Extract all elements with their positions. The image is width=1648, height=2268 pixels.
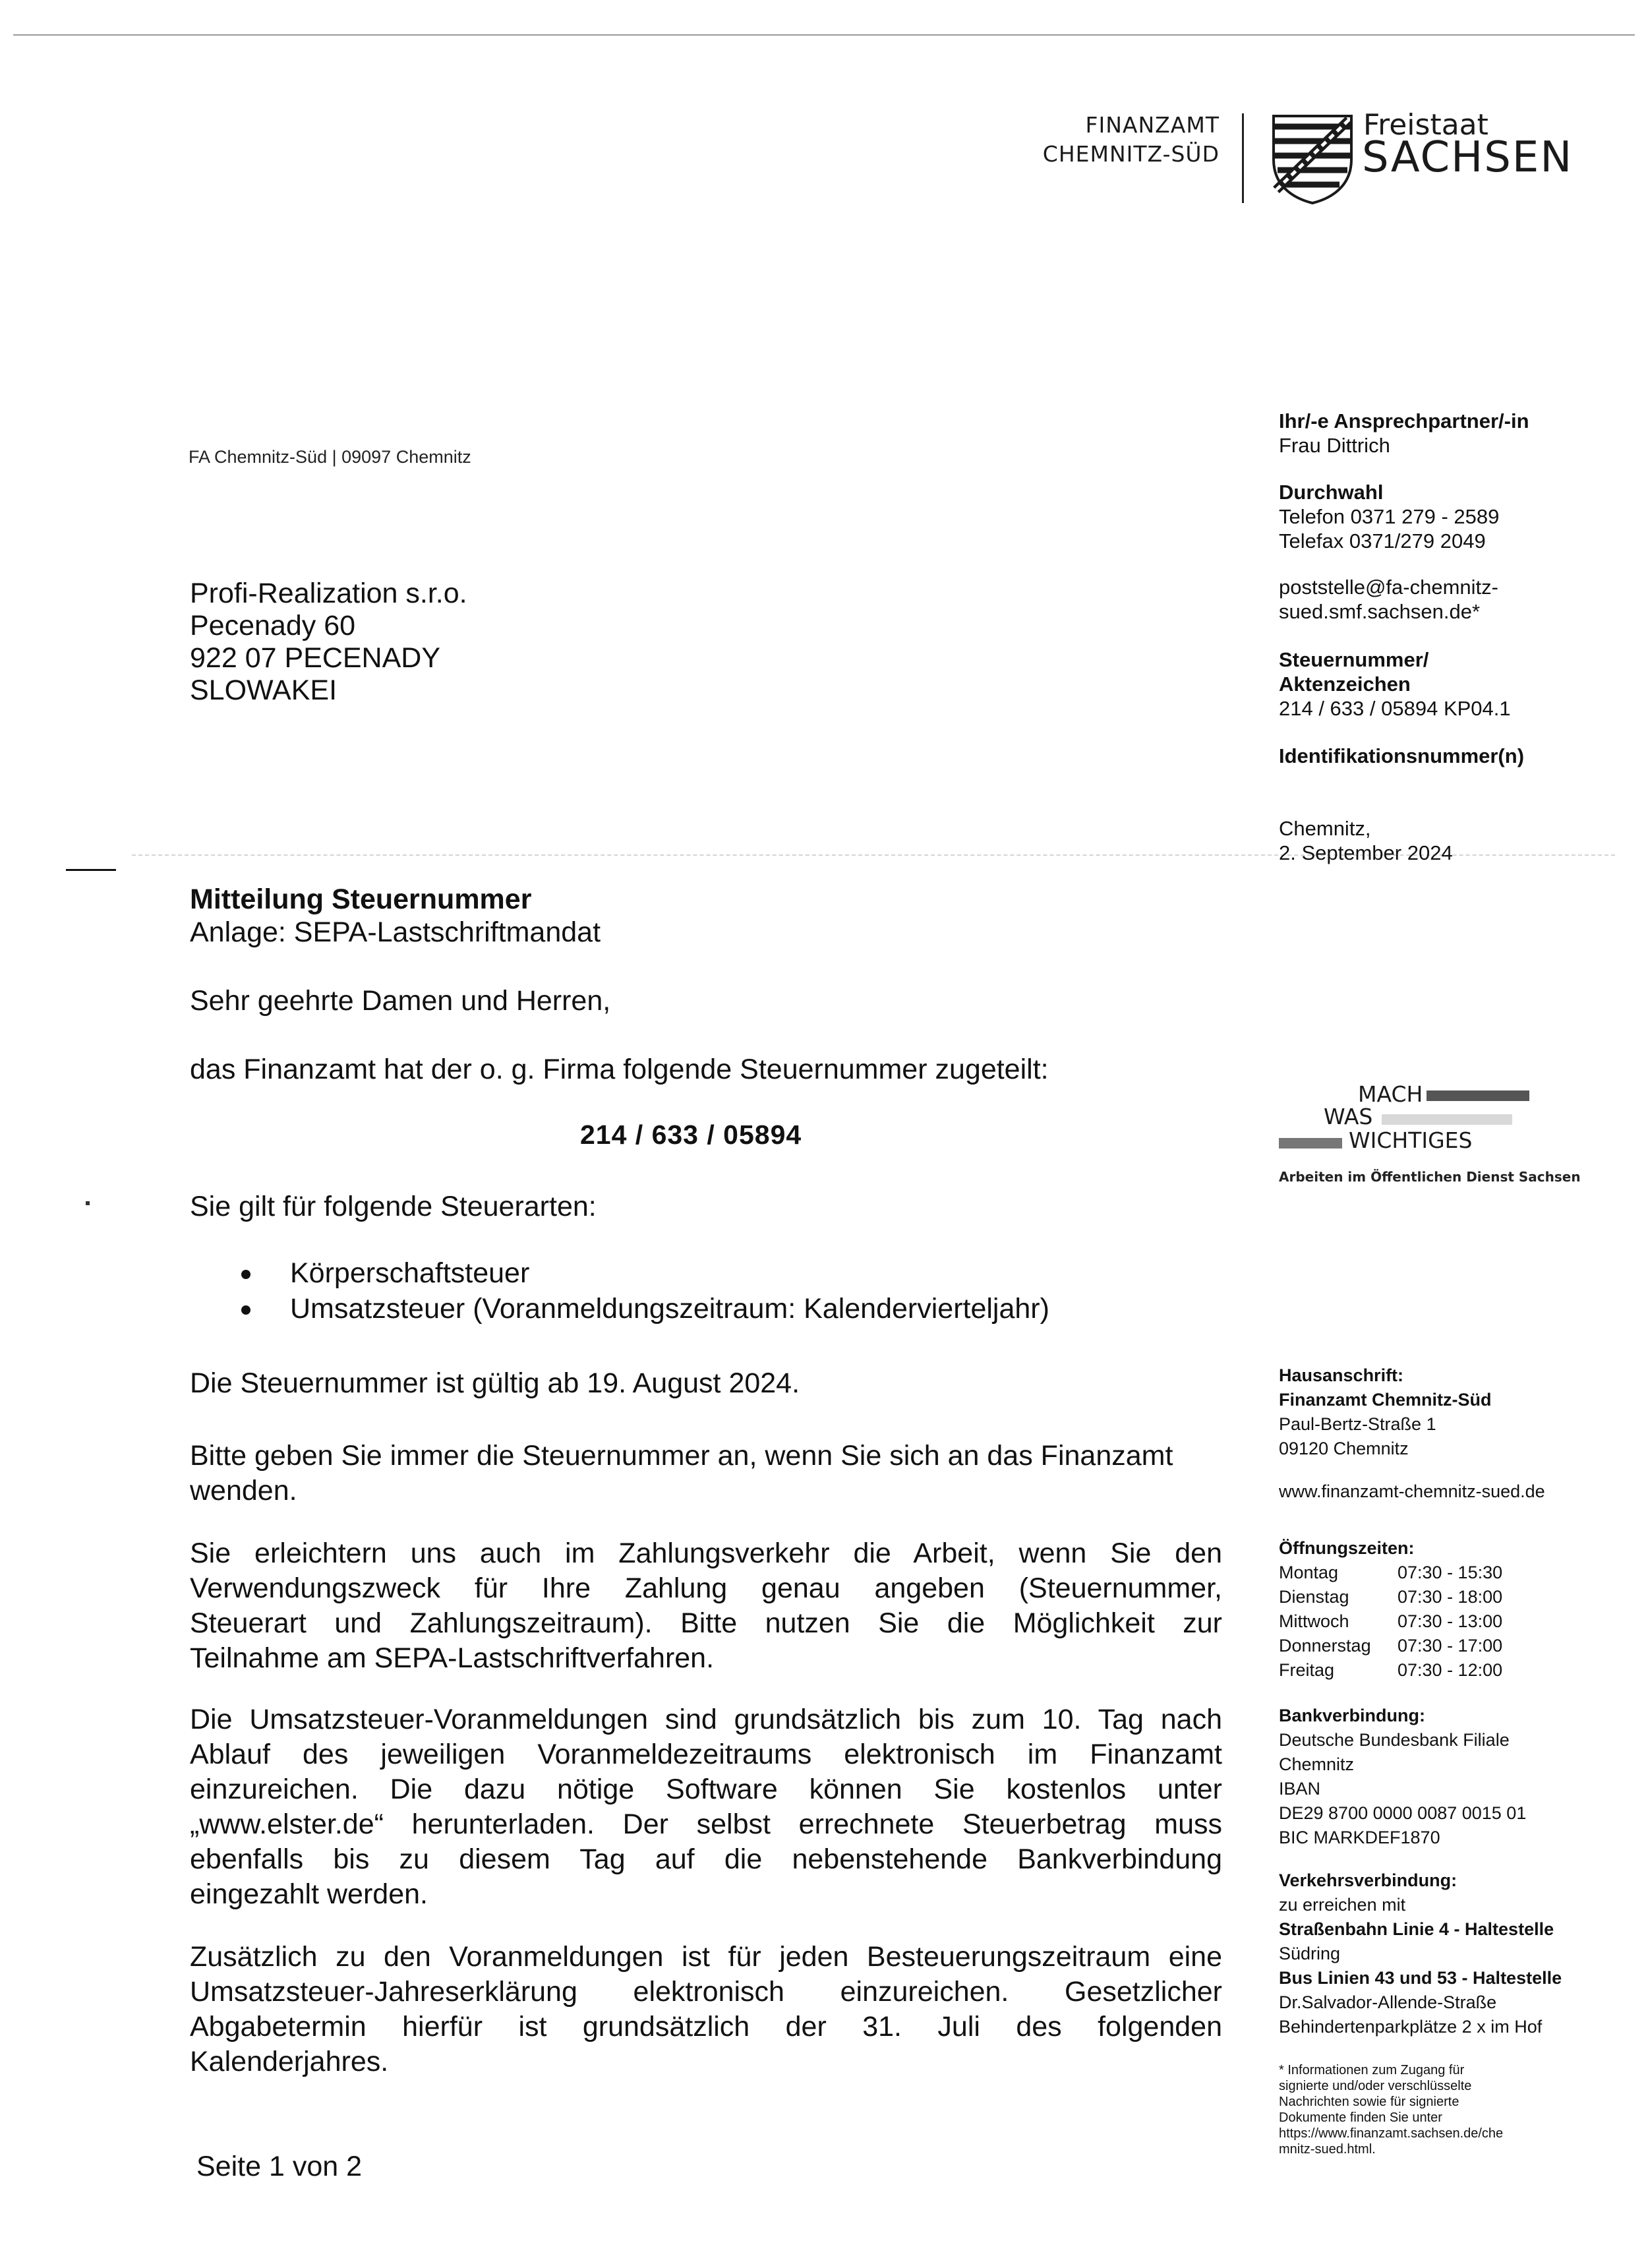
recipient-city: 922 07 PECENADY (190, 642, 441, 674)
office-website-text: www.finanzamt-chemnitz-sued.de (1279, 1481, 1545, 1501)
office-address-label: Hausanschrift: (1279, 1365, 1404, 1385)
tax-reference-label-2: Aktenzeichen (1279, 672, 1411, 696)
opening-hours-row (1279, 1634, 1569, 1658)
transport-line: zu erreichen mit (1279, 1895, 1406, 1915)
paragraph-line: Die Steuernummer ist gültig ab 19. August 2024. (190, 1367, 800, 1399)
assigned-tax-number: 214 / 633 / 05894 (580, 1119, 802, 1150)
redaction-bar (1427, 1090, 1529, 1101)
paragraph-line: Die Umsatzsteuer-Voranmeldungen sind grundsätzlich bis zum 10. Tag nach (190, 1704, 1222, 1735)
list-item: Körperschaftsteuer (237, 1255, 1049, 1291)
hours-time: 07:30 - 18:00 (1398, 1587, 1503, 1607)
footnote-line: mnitz-sued.html. (1279, 2142, 1376, 2157)
transport-line: Südring (1279, 1944, 1341, 1963)
campaign-word-2: WAS (1324, 1104, 1373, 1129)
email-line-2: sued.smf.sachsen.de* (1279, 600, 1481, 623)
letter-subject: Mitteilung Steuernummer (190, 883, 532, 915)
paragraph-line: Steuerart und Zahlungszeitraum). Bitte nutzen Sie die Möglichkeit zur (190, 1607, 1222, 1639)
bank-details-block (1279, 1704, 1526, 1850)
saxony-coat-of-arms-icon (1271, 113, 1354, 204)
vat-return-paragraph (190, 1702, 1222, 1912)
list-item: Umsatzsteuer (Voranmeldungszeitraum: Kalendervierteljahr) (237, 1291, 1049, 1327)
letter-enclosure: Anlage: SEPA-Lastschriftmandat (190, 916, 601, 948)
transport-line: Behindertenparkplätze 2 x im Hof (1279, 2017, 1543, 2037)
hours-time: 07:30 - 12:00 (1398, 1660, 1503, 1680)
weekday: Montag (1279, 1563, 1339, 1582)
tax-reference-block (1279, 647, 1511, 721)
paragraph-line: Sie erleichtern uns auch im Zahlungsverkehr die Arbeit, wenn Sie den (190, 1537, 1222, 1569)
contact-person: Frau Dittrich (1279, 434, 1390, 457)
letter-place: Chemnitz, (1279, 817, 1371, 840)
direct-dial-label: Durchwahl (1279, 481, 1384, 504)
paragraph-line: Teilnahme am SEPA-Lastschriftverfahren. (190, 1642, 715, 1674)
intro-sentence: das Finanzamt hat der o. g. Firma folgende Steuernummer zugeteilt: (190, 1054, 1049, 1085)
header-divider (1242, 113, 1244, 203)
bank-name-line-1: Deutsche Bundesbank Filiale (1279, 1730, 1510, 1750)
phone-number: Telefon 0371 279 - 2589 (1279, 505, 1500, 528)
transport-line: Straßenbahn Linie 4 - Haltestelle (1279, 1919, 1554, 1939)
annual-return-paragraph (190, 1940, 1222, 2079)
office-street: Paul-Bertz-Straße 1 (1279, 1414, 1436, 1434)
scan-edge-line (13, 34, 1635, 36)
hours-time: 07:30 - 13:00 (1398, 1611, 1503, 1631)
direct-dial-block (1279, 480, 1499, 553)
weekday: Dienstag (1279, 1587, 1349, 1607)
campaign-word-3: WICHTIGES (1349, 1127, 1473, 1153)
paragraph-line: ebenfalls bis zu diesem Tag auf die nebenstehende Bankverbindung (190, 1843, 1222, 1875)
tax-types-intro: Sie gilt für folgende Steuerarten: (190, 1191, 597, 1222)
footnote-line: Dokumente finden Sie unter (1279, 2110, 1442, 2125)
state-name-large: SACHSEN (1362, 133, 1574, 182)
contact-person-label: Ihr/-e Ansprechpartner/-in (1279, 409, 1529, 433)
paragraph-line: eingezahlt werden. (190, 1878, 428, 1910)
footnote-line: Nachrichten sowie für signierte (1279, 2095, 1459, 2109)
weekday: Donnerstag (1279, 1636, 1371, 1656)
validity-paragraph (190, 1366, 1222, 1401)
campaign-word-1: MACH (1358, 1081, 1423, 1107)
bank-name-line-2: Chemnitz (1279, 1754, 1355, 1774)
footnote-line: https://www.finanzamt.sachsen.de/che (1279, 2126, 1504, 2141)
tax-reference-value: 214 / 633 / 05894 KP04.1 (1279, 697, 1511, 720)
page-indicator: Seite 1 von 2 (196, 2151, 363, 2182)
id-number-label: Identifikationsnummer(n) (1279, 744, 1525, 767)
recipient-name: Profi-Realization s.r.o. (190, 578, 467, 609)
salutation: Sehr geehrte Damen und Herren, (190, 985, 611, 1017)
always-state-paragraph (190, 1439, 1222, 1508)
hours-time: 07:30 - 15:30 (1398, 1563, 1503, 1582)
opening-hours-row (1279, 1585, 1569, 1609)
bank-details-label: Bankverbindung: (1279, 1706, 1426, 1725)
state-name-small: Freistaat (1363, 108, 1488, 142)
letter-date: 2. September 2024 (1279, 841, 1453, 864)
paragraph-line: Bitte geben Sie immer die Steuernummer an, wenn Sie sich an das Finanzamt (190, 1440, 1173, 1472)
hours-time: 07:30 - 17:00 (1398, 1636, 1503, 1656)
tax-types-list (237, 1255, 1049, 1327)
fax-number: Telefax 0371/279 2049 (1279, 529, 1486, 552)
weekday: Mittwoch (1279, 1611, 1349, 1631)
campaign-tagline: Arbeiten im Öffentlichen Dienst Sachsen (1279, 1169, 1581, 1185)
office-name: Finanzamt Chemnitz-Süd (1279, 1390, 1492, 1410)
paragraph-line: Verwendungszweck für Ihre Zahlung genau angeben (Steuernummer, (190, 1572, 1222, 1604)
office-city: 09120 Chemnitz (1279, 1439, 1409, 1458)
footnote-block (1279, 2062, 1503, 2157)
tax-reference-label-1: Steuernummer/ (1279, 648, 1429, 671)
opening-hours-row (1279, 1658, 1569, 1683)
paragraph-line: einzureichen. Die dazu nötige Software können Sie kostenlos unter (190, 1774, 1222, 1805)
contact-person-block (1279, 409, 1529, 458)
iban-value: DE29 8700 0000 0087 0015 01 (1279, 1803, 1527, 1823)
tax-office-line2: CHEMNITZ-SÜD (1042, 141, 1220, 167)
opening-hours-block (1279, 1536, 1569, 1683)
redaction-bar (1382, 1114, 1512, 1125)
paragraph-line: wenden. (190, 1475, 297, 1507)
transport-line: Dr.Salvador-Allende-Straße (1279, 1992, 1497, 2012)
id-number-block (1279, 744, 1524, 768)
footnote-line: signierte und/oder verschlüsselte (1279, 2079, 1472, 2093)
paragraph-line: „www.elster.de“ herunterladen. Der selbst errechnete Steuerbetrag muss (190, 1808, 1222, 1840)
footnote-line: * Informationen zum Zugang für (1279, 2063, 1465, 2077)
paragraph-line: Umsatzsteuer-Jahreserklärung elektronisch einzureichen. Gesetzlicher (190, 1976, 1222, 2008)
payment-paragraph (190, 1536, 1222, 1676)
fold-mark (66, 869, 116, 871)
bic-value: BIC MARKDEF1870 (1279, 1828, 1440, 1847)
recipient-country: SLOWAKEI (190, 674, 338, 706)
iban-label: IBAN (1279, 1779, 1321, 1799)
recipient-street: Pecenady 60 (190, 610, 356, 642)
transport-line: Bus Linien 43 und 53 - Haltestelle (1279, 1968, 1562, 1988)
email-block (1279, 575, 1498, 624)
opening-hours-row (1279, 1609, 1569, 1634)
redaction-bar (1279, 1138, 1342, 1149)
recipient-address (190, 578, 467, 707)
email-line-1: poststelle@fa-chemnitz- (1279, 576, 1498, 599)
return-address: FA Chemnitz-Süd | 09097 Chemnitz (189, 447, 471, 467)
recruitment-campaign-logo (1279, 1081, 1581, 1193)
weekday: Freitag (1279, 1660, 1335, 1680)
paragraph-line: Zusätzlich zu den Voranmeldungen ist für jeden Besteuerungszeitraum eine (190, 1941, 1222, 1973)
paragraph-line: Abgabetermin hierfür ist grundsätzlich der 31. Juli des folgenden (190, 2011, 1222, 2043)
tax-office-name (877, 111, 1220, 169)
paragraph-line: Ablauf des jeweiligen Voranmeldezeitraums elektronisch im Finanzamt (190, 1739, 1222, 1770)
date-block (1279, 816, 1453, 865)
scan-speck (86, 1201, 90, 1205)
office-address-block (1279, 1363, 1492, 1461)
opening-hours-label: Öffnungszeiten: (1279, 1538, 1415, 1558)
office-website (1279, 1479, 1545, 1504)
transport-label: Verkehrsverbindung: (1279, 1870, 1457, 1890)
paragraph-line: Kalenderjahres. (190, 2046, 389, 2077)
opening-hours-row (1279, 1561, 1569, 1585)
tax-office-line1: FINANZAMT (1085, 112, 1220, 138)
transport-block (1279, 1868, 1562, 2039)
